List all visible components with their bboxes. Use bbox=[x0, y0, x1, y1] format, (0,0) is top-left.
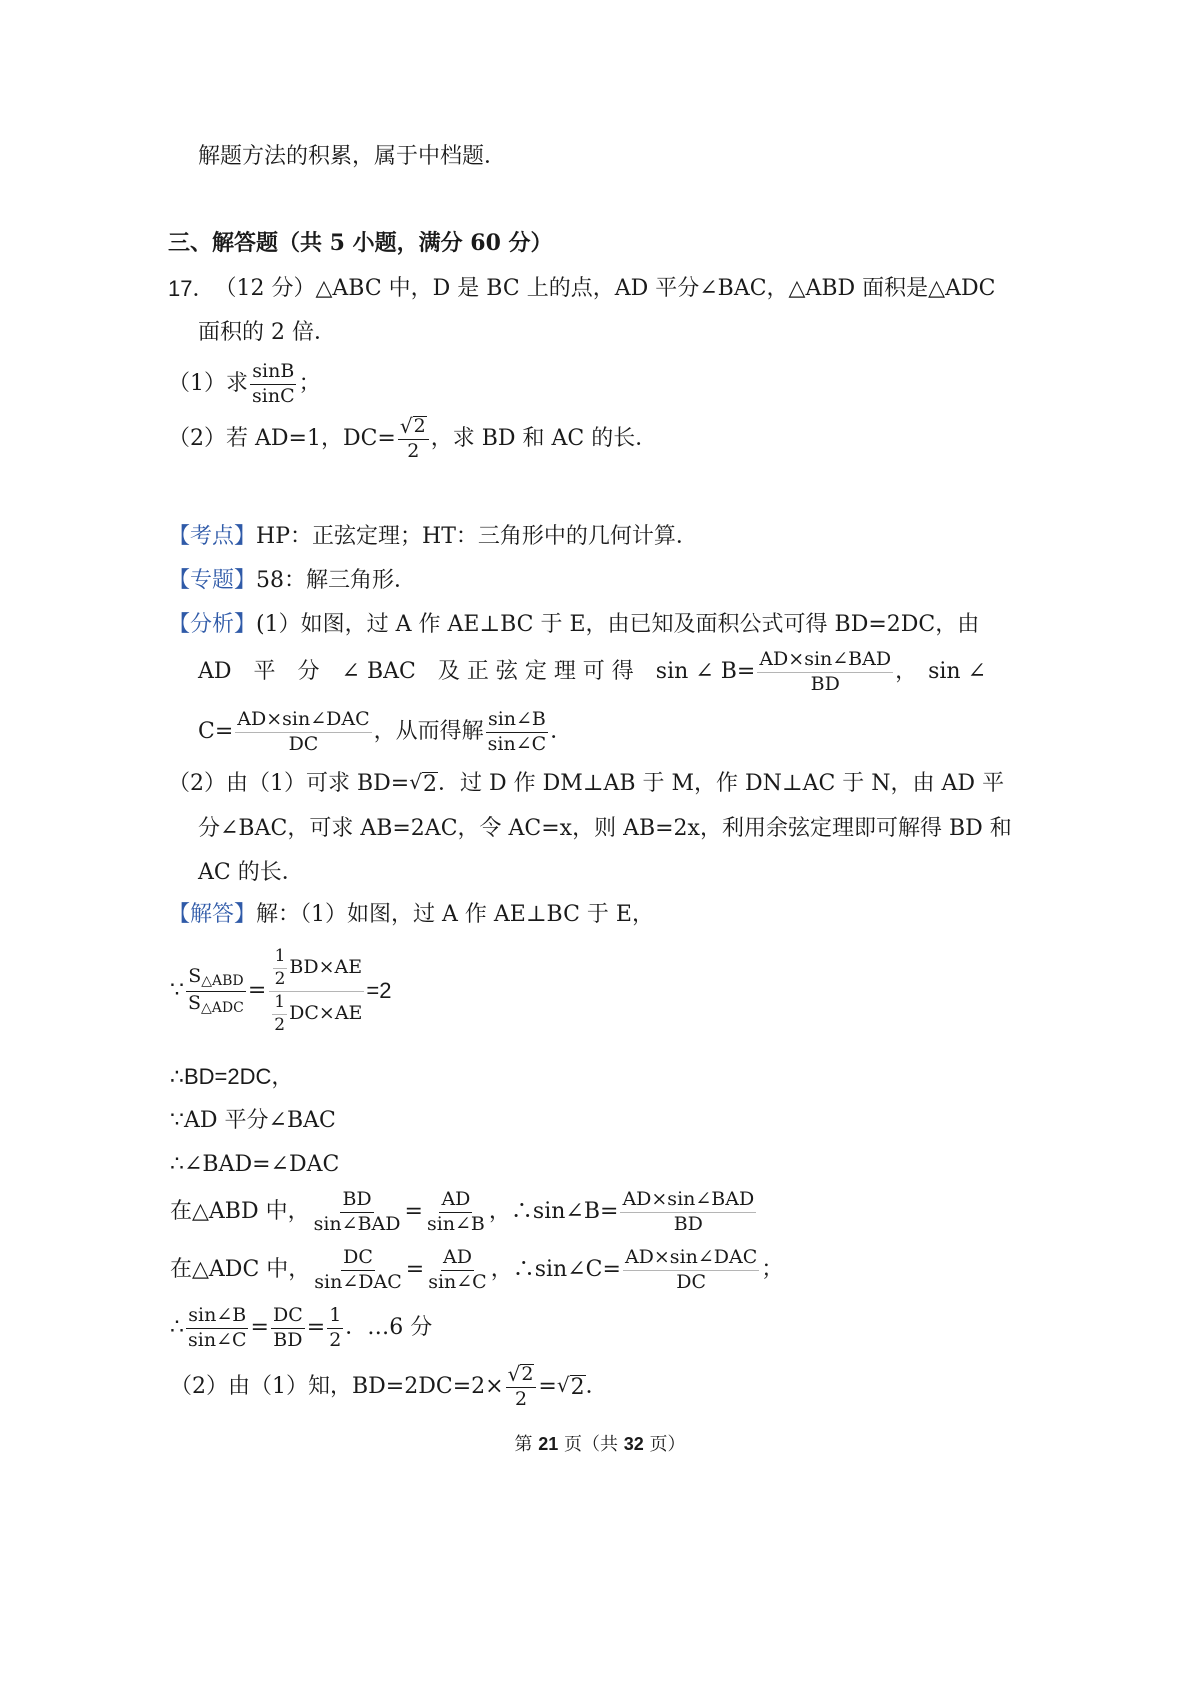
fenxi-sinc-den: DC bbox=[288, 732, 319, 755]
therefore-symbol: ∴ bbox=[170, 1315, 184, 1341]
frac-den: sin∠C bbox=[428, 1270, 487, 1293]
fenxi-text-4b: ．过 D 作 DM⊥AB 于 M，作 DN⊥AC 于 N，由 AD 平 bbox=[437, 771, 1005, 797]
fenxi-sinb-den: BD bbox=[810, 672, 840, 695]
jieda-text-7b: ，∴sin∠C= bbox=[490, 1257, 621, 1283]
equals: = bbox=[306, 1315, 326, 1341]
ratio-dc-bd-fraction bbox=[271, 1306, 305, 1351]
frac-den: sin∠B bbox=[426, 1212, 485, 1235]
page-number: 21 bbox=[538, 1434, 559, 1454]
area-s: S bbox=[188, 965, 202, 987]
fenxi-radicand: 2 bbox=[422, 772, 437, 797]
sine-law-abd-left bbox=[312, 1190, 403, 1235]
zhuanti-tag: 【专题】 bbox=[168, 568, 257, 593]
half-num: 1 bbox=[273, 948, 288, 969]
area-sub-adc: △ADC bbox=[201, 999, 244, 1016]
jieda-area-ratio bbox=[170, 948, 392, 1034]
footer-post: 页） bbox=[643, 1434, 686, 1455]
jieda-tag: 【解答】 bbox=[168, 902, 257, 927]
total-pages: 32 bbox=[623, 1434, 644, 1454]
fenxi-line-2 bbox=[198, 650, 986, 695]
fenxi-sqrt bbox=[409, 772, 438, 796]
q1-suffix: ； bbox=[298, 371, 321, 397]
area-top-expr: BD×AE bbox=[289, 956, 363, 979]
zhuanti-line bbox=[168, 570, 416, 592]
equals: = bbox=[247, 978, 267, 1004]
q2-suffix: ，求 BD 和 AC 的长． bbox=[430, 425, 658, 451]
q2-fraction bbox=[398, 416, 429, 462]
sine-law-adc-left bbox=[312, 1248, 403, 1293]
fenxi-sinb-fraction bbox=[757, 650, 893, 695]
radicand: 2 bbox=[570, 1374, 585, 1400]
kaodian-text: HP：正弦定理；HT：三角形中的几何计算． bbox=[256, 524, 698, 549]
jieda-line-3: ∴BD=2DC， bbox=[170, 1064, 294, 1089]
frac-den: BD bbox=[273, 1328, 303, 1351]
frac-num: AD bbox=[439, 1190, 472, 1213]
because-symbol: ∵ bbox=[170, 978, 184, 1004]
frac-den: sin∠DAC bbox=[314, 1270, 402, 1293]
fenxi-text-3c: ． bbox=[550, 719, 573, 745]
area-ratio-den bbox=[186, 992, 246, 1016]
radicand: 2 bbox=[521, 1363, 534, 1385]
sqrt-symbol: √ bbox=[507, 1362, 521, 1386]
zhuanti-text: 58：解三角形． bbox=[256, 568, 417, 593]
q2-denominator: 2 bbox=[407, 440, 420, 462]
jieda-line-9 bbox=[170, 1364, 608, 1410]
question-2 bbox=[168, 416, 657, 462]
jieda-line-1 bbox=[168, 904, 654, 926]
kaodian-line bbox=[168, 526, 698, 548]
fenxi-ratio-num: sin∠B bbox=[486, 710, 548, 733]
area-formula-num bbox=[269, 948, 365, 992]
fenxi-text-2b: ， sin ∠ bbox=[895, 659, 987, 685]
frac-num: 1 bbox=[327, 1306, 343, 1329]
result-sqrt bbox=[556, 1372, 586, 1400]
frac-num: sin∠B bbox=[186, 1306, 248, 1329]
jieda-line-6 bbox=[170, 1190, 758, 1235]
area-bottom-expr: DC×AE bbox=[289, 1002, 363, 1025]
ratio-sin-fraction bbox=[186, 1306, 249, 1351]
problem-number: 17． bbox=[168, 276, 215, 301]
jieda-line-7 bbox=[170, 1248, 783, 1293]
page-footer bbox=[0, 1430, 1200, 1456]
half-fraction bbox=[272, 991, 287, 1035]
fenxi-line-6: AC 的长． bbox=[198, 860, 304, 885]
fenxi-tag: 【分析】 bbox=[168, 612, 257, 637]
section-heading: 三、解答题（共 5 小题，满分 60 分） bbox=[168, 230, 553, 256]
frac-num: DC bbox=[271, 1306, 305, 1329]
area-ratio-num bbox=[186, 967, 245, 992]
jieda-line-4: ∵AD 平分∠BAC bbox=[170, 1108, 336, 1133]
area-s: S bbox=[188, 991, 202, 1014]
intro-text: 解题方法的积累，属于中档题． bbox=[198, 144, 507, 169]
jieda-text-9b: ． bbox=[585, 1373, 608, 1399]
sqrt-symbol: √ bbox=[409, 770, 422, 794]
frac-den: 2 bbox=[329, 1328, 342, 1351]
fenxi-line-5: 分∠BAC，可求 AB=2AC，令 AC=x，则 AB=2x，利用余弦定理即可解得 BD 和 bbox=[198, 816, 1012, 841]
half-den: 2 bbox=[274, 1014, 286, 1035]
fenxi-text-3a: C= bbox=[198, 719, 234, 745]
fenxi-ratio-fraction bbox=[486, 710, 549, 755]
equals: = bbox=[405, 1257, 425, 1283]
frac-num: DC bbox=[341, 1248, 375, 1271]
frac-den: sin∠C bbox=[188, 1328, 247, 1351]
jieda-line-5: ∴∠BAD=∠DAC bbox=[170, 1152, 340, 1177]
problem-line-2: 面积的 2 倍． bbox=[198, 320, 336, 345]
jieda-text-9a: （2）由（1）知，BD=2DC=2× bbox=[170, 1373, 504, 1399]
q1-prefix: （1）求 bbox=[168, 371, 248, 397]
half-num: 1 bbox=[272, 994, 287, 1015]
question-1 bbox=[168, 362, 321, 407]
q2-radicand: 2 bbox=[413, 415, 426, 437]
sinb-result-fraction bbox=[620, 1190, 756, 1235]
fenxi-sinc-num: AD×sin∠DAC bbox=[235, 710, 371, 733]
one-half-fraction bbox=[327, 1306, 343, 1351]
sqrt-symbol: √ bbox=[399, 414, 413, 438]
area-formula-fraction bbox=[268, 948, 364, 1034]
fenxi-text-3b: ，从而得解 bbox=[373, 719, 484, 745]
jieda-text-6b: ，∴sin∠B= bbox=[488, 1199, 619, 1225]
frac-den: DC bbox=[676, 1270, 706, 1293]
frac-num: AD×sin∠DAC bbox=[623, 1248, 759, 1271]
equals: = bbox=[250, 1315, 269, 1341]
sine-law-adc-right bbox=[426, 1248, 489, 1293]
frac-num: AD×sin∠BAD bbox=[620, 1190, 756, 1213]
sinc-result-fraction bbox=[623, 1248, 759, 1293]
footer-mid: 页（共 bbox=[558, 1434, 624, 1455]
q1-fraction bbox=[250, 362, 297, 407]
jieda-line-8 bbox=[170, 1306, 432, 1351]
sqrt2-over-2-fraction bbox=[506, 1364, 537, 1410]
frac-den: BD bbox=[673, 1212, 703, 1235]
footer-pre: 第 bbox=[514, 1434, 539, 1455]
fenxi-text-2a: AD 平 分 ∠ BAC 及 正 弦 定 理 可 得 sin ∠ B= bbox=[198, 659, 756, 685]
frac-den: 2 bbox=[514, 1388, 528, 1410]
q1-denominator: sinC bbox=[252, 384, 295, 407]
sqrt-symbol: √ bbox=[556, 1372, 570, 1397]
fenxi-line-3 bbox=[198, 710, 572, 755]
fenxi-text-1: (1）如图，过 A 作 AE⊥BC 于 E，由已知及面积公式可得 BD=2DC，由 bbox=[256, 612, 980, 637]
area-ratio-fraction bbox=[186, 967, 246, 1015]
equals: = bbox=[538, 1373, 557, 1399]
jieda-text-7c: ； bbox=[761, 1257, 784, 1283]
fenxi-line-1 bbox=[168, 614, 979, 636]
jieda-text-1: 解：（1）如图，过 A 作 AE⊥BC 于 E， bbox=[256, 902, 654, 927]
fenxi-sinc-fraction bbox=[235, 710, 371, 755]
sine-law-abd-right bbox=[425, 1190, 487, 1235]
problem-text-1: （12 分）△ABC 中，D 是 BC 上的点，AD 平分∠BAC，△ABD 面积是△ADC bbox=[214, 276, 996, 301]
half-fraction bbox=[273, 948, 288, 989]
frac-num-sqrt bbox=[506, 1364, 537, 1388]
area-formula-den bbox=[268, 992, 364, 1035]
frac-num: BD bbox=[340, 1190, 373, 1213]
q2-prefix: （2）若 AD=1，DC= bbox=[168, 425, 396, 451]
fenxi-text-4a: （2）由（1）可求 BD= bbox=[168, 771, 410, 797]
fenxi-sinb-num: AD×sin∠BAD bbox=[757, 650, 893, 673]
area-sub-abd: △ABD bbox=[201, 973, 244, 989]
fenxi-line-4 bbox=[168, 772, 1004, 796]
q2-sqrt bbox=[398, 416, 429, 440]
q1-numerator: sinB bbox=[250, 362, 296, 385]
jieda-text-8b: ．…6 分 bbox=[345, 1315, 433, 1341]
problem-line-1 bbox=[168, 278, 995, 300]
jieda-text-6a: 在△ABD 中， bbox=[170, 1199, 310, 1225]
area-result: =2 bbox=[366, 978, 392, 1004]
frac-den: sin∠BAD bbox=[313, 1212, 401, 1235]
jieda-text-7a: 在△ADC 中， bbox=[170, 1257, 311, 1283]
half-den: 2 bbox=[274, 968, 286, 989]
kaodian-tag: 【考点】 bbox=[168, 524, 257, 549]
equals: = bbox=[404, 1199, 423, 1225]
fenxi-ratio-den: sin∠C bbox=[487, 732, 547, 755]
frac-num: AD bbox=[441, 1248, 474, 1271]
